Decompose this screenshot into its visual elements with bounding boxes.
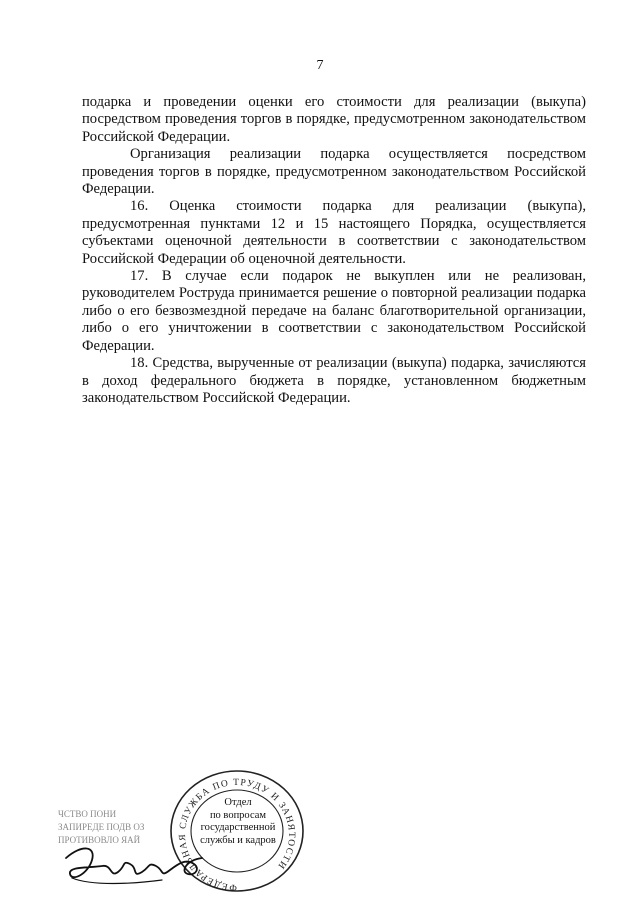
- document-body: [82, 94, 586, 407]
- page-number: 7: [316, 58, 324, 73]
- paragraph-17: 17. В случае если подарок не выкуплен или не реализован, руководителем Роструда принимается решение о повторной реализации подарка либо о его безвозмездной передаче на баланс благотворительной организации, либо о его уничтожении в соответствии с законодательством Российской Федерации.: [82, 268, 586, 354]
- faded-line: ПРОТИВОВЛО ЯАЙ: [58, 835, 141, 845]
- paragraph-18: 18. Средства, вырученные от реализации (выкупа) подарка, зачисляются в доход федерального бюджета в порядке, установленном бюджетным законодательством Российской Федерации.: [82, 355, 586, 406]
- faded-line: ЗАПИРЕДЕ ПОДВ ОЗ: [58, 822, 145, 832]
- stamp-line: Отдел: [224, 797, 252, 808]
- stamp-line: службы и кадров: [200, 834, 276, 846]
- paragraph-16: 16. Оценка стоимости подарка для реализации (выкупа), предусмотренная пунктами 12 и 15 настоящего Порядка, осуществляется субъектами оценочной деятельности в соответствии с законодательством Российской Федерации об оценочной деятельности.: [82, 198, 586, 267]
- paragraph-sale-organization: Организация реализации подарка осуществляется посредством проведения торгов в порядке, предусмотренном законодательством Российской Федерации.: [82, 146, 586, 198]
- stamp-line: государственной: [200, 822, 276, 833]
- paragraph-continuation: подарка и проведении оценки его стоимости для реализации (выкупа) посредством проведения торгов в порядке, предусмотренном законодательством Российской Федерации.: [82, 94, 586, 145]
- handwritten-signature: [62, 838, 212, 894]
- stamp-ring-text: ФЕДЕРАЛЬНАЯ СЛУЖБА ПО ТРУДУ И ЗАНЯТОСТИ: [177, 777, 297, 893]
- stamp-line: по вопросам: [209, 809, 267, 821]
- faded-line: ЧСТВО ПОНИ: [58, 809, 117, 819]
